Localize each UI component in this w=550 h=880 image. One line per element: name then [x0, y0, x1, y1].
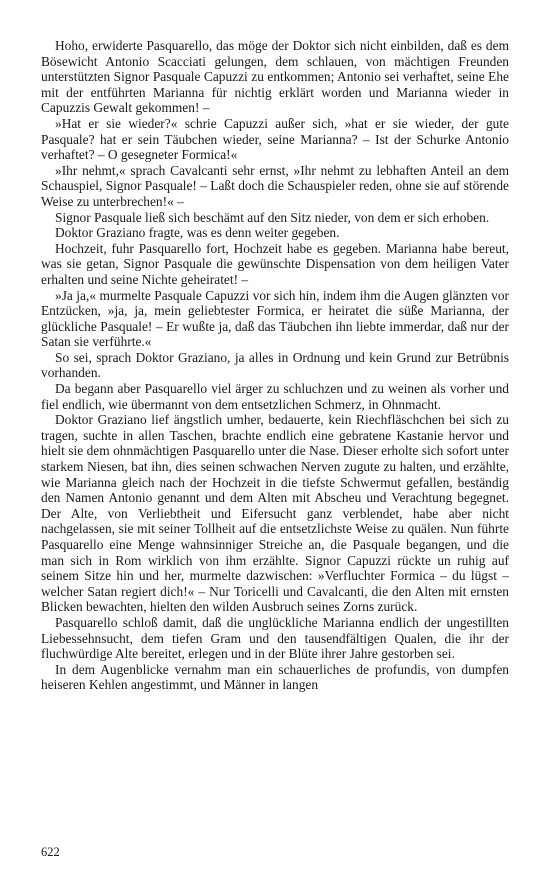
page-body [41, 38, 509, 693]
paragraph-8: So sei, sprach Doktor Graziano, ja alles in Ordnung und kein Grund zur Betrübnis vorhanden. [41, 349, 509, 381]
paragraph-12: In dem Augenblicke vernahm man ein schauerliches de profundis, von dumpfen heiseren Kehlen angestimmt, und Männer in langen [41, 661, 509, 693]
paragraph-2: »Hat er sie wieder?« schrie Capuzzi außer sich, »hat er sie wieder, der gute Pasquale? hat er sein Täubchen wieder, seine Marianna? – Ist der Schurke Antonio verhaftet? – O gesegneter Formica!« [41, 115, 509, 163]
page-number: 622 [41, 845, 60, 859]
paragraph-4: Signor Pasquale ließ sich beschämt auf den Sitz nieder, von dem er sich erhoben. [55, 209, 490, 225]
paragraph-5: Doktor Graziano fragte, was es denn weiter gegeben. [55, 225, 340, 241]
paragraph-6: Hochzeit, fuhr Pasquarello fort, Hochzeit habe es gegeben. Marianna habe bereut, was sie getan, Signor Pasquale die gewünschte Dispensation von dem heiligen Vater erhalten und seine Nichte geheiratet! – [41, 240, 509, 287]
paragraph-10: Doktor Graziano lief ängstlich umher, bedauerte, kein Riechfläschchen bei sich zu tragen, suchte in allen Taschen, brachte endlich eine gebratene Kastanie hervor und hielt sie dem ohnmächtigen Pasquarello unter die Nase. Dieser erholte sich sofort unter starkem Niesen, bat ihn, dies seinen schwachen Nerven zugute zu halten, und erzählte, wie Marianna gleich nach der Hochzeit in die tiefste Schwermut gefallen, beständig den Namen Antonio genannt und dem Alten mit Abscheu und Verachtung begegnet. Der Alte, von Verliebtheit und Eifersucht ganz verblendet, habe aber nicht nachgelassen, sie mit seiner Tollheit auf die entsetzlichste Weise zu quälen. Nun führte Pasquarello eine Menge wahnsinniger Streiche an, die Pasquale begangen, und die man sich in Rom wirklich von ihm erzählte. Signor Capuzzi rückte un ruhig auf seinem Sitze hin und her, murmelte dazwischen: »Verfluchter Formica – du lügst – welcher Satan regiert dich!« – Nur Toricelli und Cavalcanti, die den Alten mit ernsten Blicken bewachten, hielten den wilden Ausbruch seines Zorns zurück. [41, 412, 509, 615]
paragraph-1: Hoho, erwiderte Pasquarello, das möge der Doktor sich nicht einbilden, daß es dem Bösewicht Antonio Scacciati gelungen, dem schlauen, von mächtigen Freunden unterstützten Signor Pasquale Capuzzi zu entkommen; Antonio sei verhaftet, seine Ehe mit der entführten Marianna für nichtig erklärt worden und Marianna wieder in Capuzzis Gewalt gekommen! – [41, 38, 509, 116]
paragraph-9: Da begann aber Pasquarello viel ärger zu schluchzen und zu weinen als vorher und fiel endlich, wie übermannt von dem entsetzlichen Schmerz, in Ohnmacht. [41, 381, 509, 412]
paragraph-3: »Ihr nehmt,« sprach Cavalcanti sehr ernst, »Ihr nehmt zu lebhaften Anteil an dem Schauspiel, Signor Pasquale! – Laßt doch die Schauspieler reden, ohne sie auf störende Weise zu unterbrechen!« – [41, 162, 509, 209]
paragraph-7: »Ja ja,« murmelte Pasquale Capuzzi vor sich hin, indem ihm die Augen glänzten vor Entzücken, »ja, ja, mein geliebtester Formica, er heiratet die süße Marianna, der glückliche Pasquale! – Er wußte ja, daß das Täubchen ihn liebte immerdar, daß nur der Satan sie verführte.« [41, 287, 509, 350]
paragraph-11: Pasquarello schloß damit, daß die unglückliche Marianna endlich der ungestillten Liebessehnsucht, dem tiefen Gram und den tausendfältigen Qualen, die ihr der fluchwürdige Alte bereitet, erlegen und in der Blüte ihrer Jahre gestorben sei. [41, 614, 509, 662]
